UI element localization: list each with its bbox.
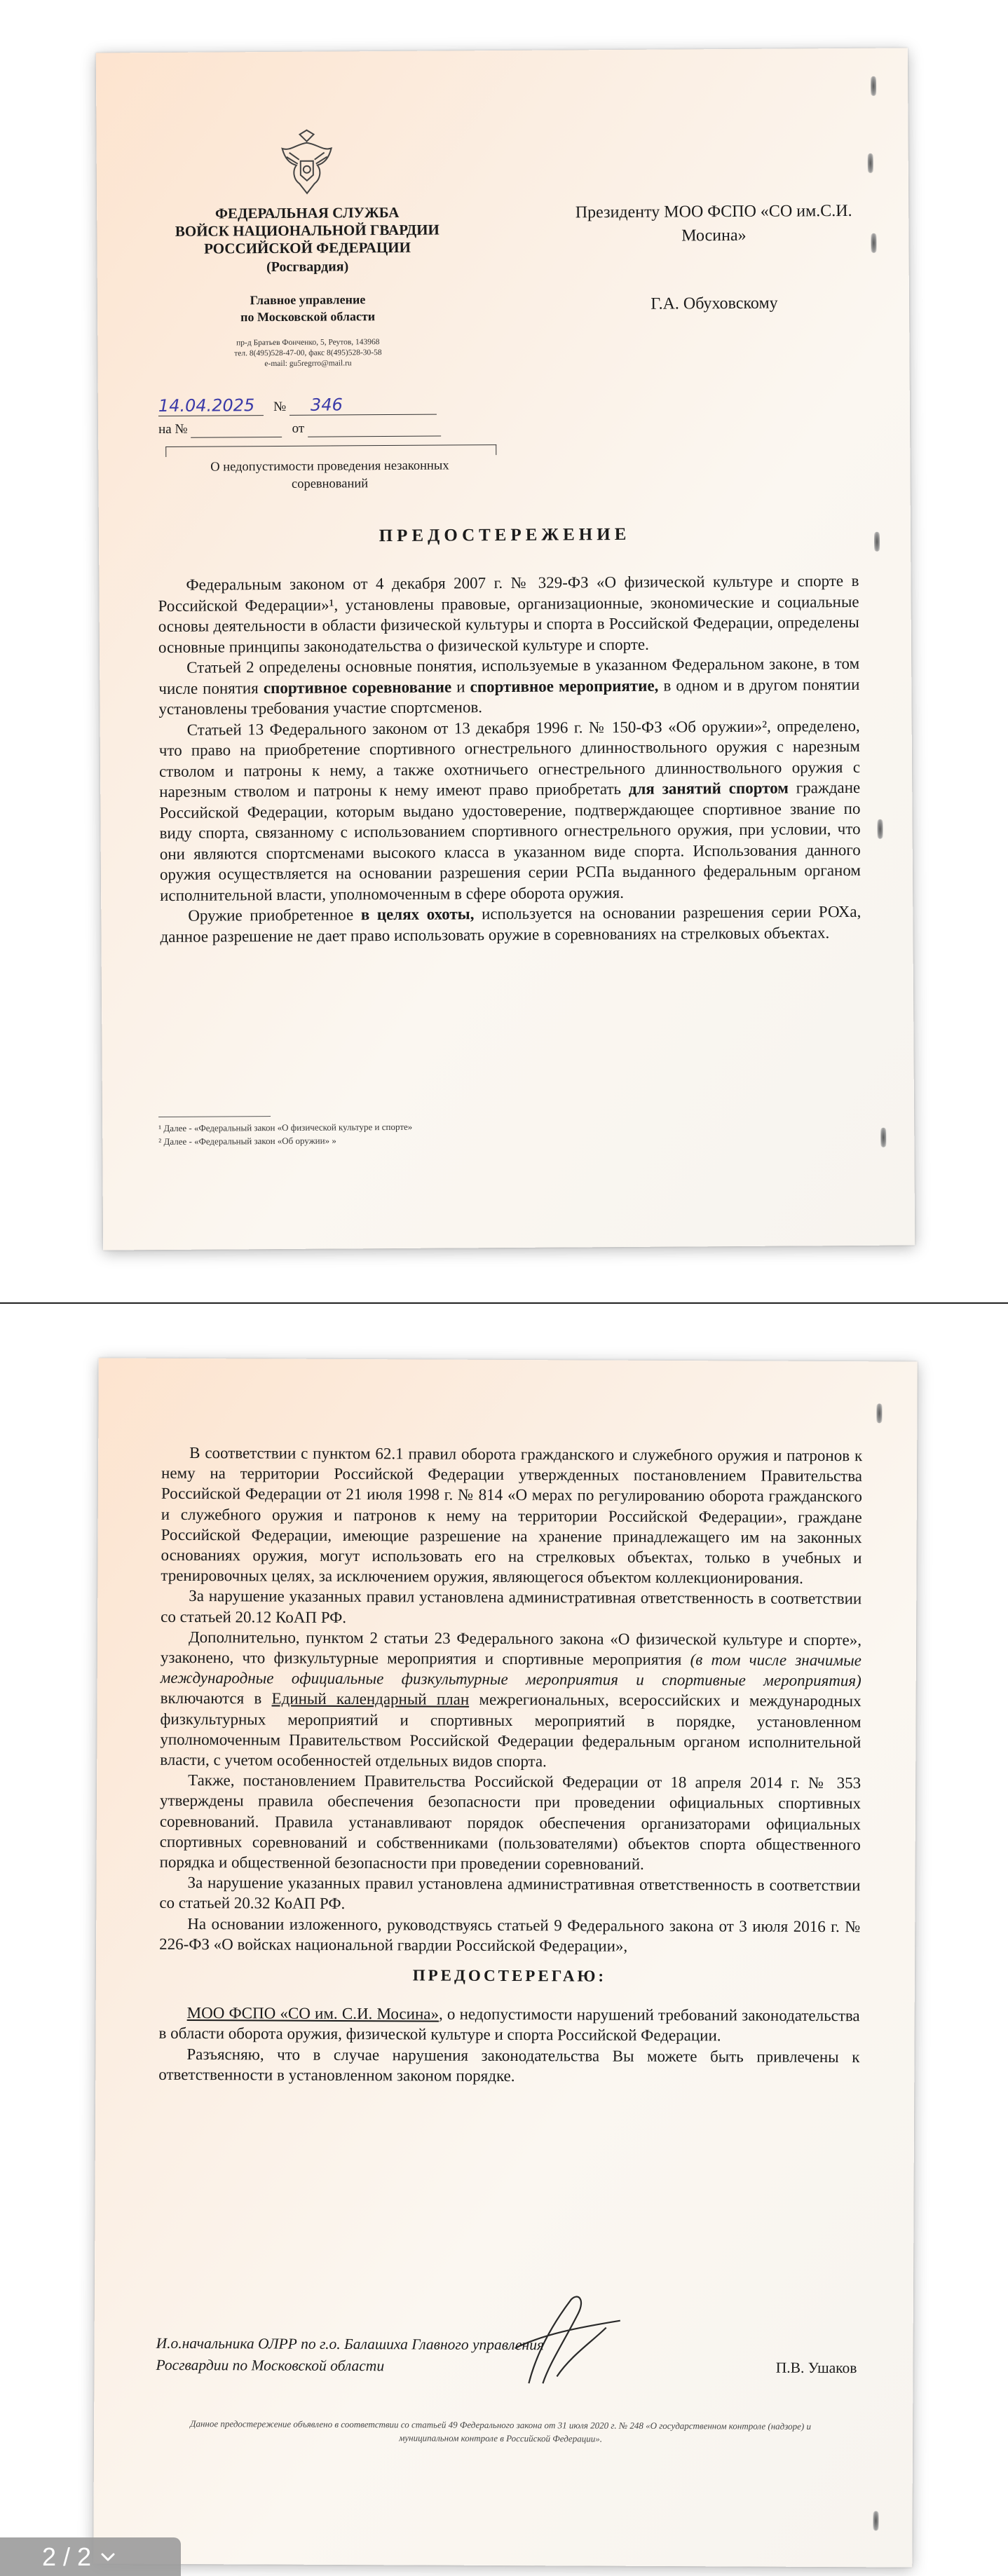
addressee-line: Президенту МОО ФСПО «СО им.С.И. Мосина» xyxy=(575,201,852,245)
document-page-1 xyxy=(96,48,915,1250)
handwritten-date: 14.04.2025 xyxy=(158,395,255,416)
footnotes xyxy=(158,1115,412,1148)
punch-hole-mark xyxy=(877,819,883,839)
registration-fields xyxy=(158,395,441,438)
text-run: граждане Российской Федерации, которым выдано удостоверение, подтверждающее спортивное звание по виду спорта, связанному с использованием спортивного огнестрельного оружия, при условии, что они являются спортсменами высокого класса в указанном виде спорта. Использования данного оружия осуществляется на основании разрешения серии РСПа выданного федеральным органом исполнительной власти, уполномоченным в сфере оборота оружия. xyxy=(159,778,861,904)
document-title: ПРЕДОСТЕРЕЖЕНИЕ xyxy=(379,524,631,546)
text-run: , о недопустимости нарушений требований законодательства в области оборота оружия, физической культуре и спорта Российской Федерации. xyxy=(158,2005,860,2045)
page-counter-button[interactable] xyxy=(0,2537,181,2576)
subject-bracket xyxy=(165,444,496,457)
document-body xyxy=(158,571,861,947)
italic-run: (в том числе значимые международные официальные физкультурные мероприятия и спортивные мероприятия) xyxy=(160,1651,861,1690)
text-run: межрегиональных, всероссийских и международных физкультурных мероприятий и спортивных мероприятий в порядке, установленном уполномоченным Правительством Российской Федерации федеральным органом исполнительной власти, с учетом особенностей отдельных видов спорта. xyxy=(160,1691,861,1771)
legal-note: Данное предостережение объявлено в соответствии со статьей 49 Федерального закона от 31 июля 2020 г. № 248 «О государственном контроле (надзоре) и муниципальном контроле в Российской Федерации». xyxy=(190,2418,812,2444)
from-label: от xyxy=(292,421,305,436)
text-run: Статьей 2 определены основные понятия, используемые в указанном Федеральном законе, в том числе понятия xyxy=(158,654,860,697)
org-name-line: ФЕДЕРАЛЬНАЯ СЛУЖБА xyxy=(214,203,400,222)
punch-hole-mark xyxy=(868,154,873,173)
handwritten-number: 346 xyxy=(310,395,343,415)
dept-name-line: по Московской области xyxy=(240,309,376,325)
bold-term: в целях охоты, xyxy=(360,905,475,924)
org-name-line: РОССИЙСКОЙ ФЕДЕРАЦИИ xyxy=(203,238,411,257)
ref-field xyxy=(191,421,282,438)
addressee-name: Г.А. Обуховскому xyxy=(651,294,778,313)
punch-hole-mark xyxy=(880,1128,886,1147)
body-paragraph: Также, постановлением Правительства Российской Федерации от 18 апреля 2014 г. № 353 утверждены правила обеспечения безопасности при проведении официальных спортивных соревнований. Правила устанавливают порядок обеспечения организаторами официальных спортивных соревнований и собственниками (пользователями) объектов спорта общественного порядка и общественной безопасности при проведении соревнований. xyxy=(159,1771,861,1873)
page-divider xyxy=(0,1302,1008,1304)
ref-label: на № xyxy=(158,421,188,437)
text-run: Оружие приобретенное xyxy=(188,906,361,925)
bold-term: спортивное соревнование xyxy=(263,677,452,697)
text-run: Дополнительно, пунктом 2 статьи 23 Федерального закона «О физической культуре и спорте», узаконено, что физкультурные мероприятия и спортивные мероприятия xyxy=(160,1628,862,1669)
underlined-org-name: МОО ФСПО «СО им. С.И. Мосина» xyxy=(186,2004,440,2023)
text-run: в одном и в другом понятии установлены требования участие спортсменов. xyxy=(158,675,860,718)
address-line: пр-д Братьев Фонченко, 5, Реутов, 143968 xyxy=(236,338,380,348)
document-page-2 xyxy=(93,1358,917,2567)
text-run: используется на основании разрешения серии РОХа, данное разрешение не дает право использовать оружие в соревнованиях на стрелковых объектах. xyxy=(160,902,861,946)
body-paragraph: За нарушение указанных правил установлена административная ответственность в соответствии со статьей 20.32 КоАП РФ. xyxy=(159,1874,861,1913)
org-short-name: (Росгвардия) xyxy=(266,259,349,275)
body-paragraph xyxy=(159,715,861,906)
text-run: Статьей 13 Федерального законом от 13 декабря 1996 г. № 150-ФЗ «Об оружии»², определено, что право на приобретение спортивного огнестрельного длинноствольного оружия с нарезным стволом и патроны к нему, а также охотничьего огнестрельного длинноствольного оружия с нарезным стволом и патроны к нему имеют право приобретать xyxy=(158,716,861,801)
body-paragraph: В соответствии с пунктом 62.1 правил оборота гражданского и служебного оружия и патронов к нему на территории Российской Федерации утвержденных постановлением Правительства Российской Федерации от 21 июля 1998 г. № 814 «О мерах по регулированию оборота гражданского и служебного оружия и патронов к нему на территории Российской Федерации», граждане Российской Федерации, имеющие разрешение на хранение принадлежащего им на законных основаниях оружия, могут использовать его на стрелковых объектах, только в учебных и тренировочных целях, за исключением оружия, являющегося объектом коллекционирования. xyxy=(161,1444,863,1588)
bold-term: спортивное мероприятие, xyxy=(470,676,659,695)
number-label: № xyxy=(273,399,287,415)
body-paragraph xyxy=(160,1627,861,1773)
punch-hole-mark xyxy=(871,233,876,253)
body-paragraph: Федеральным законом от 4 декабря 2007 г. № 329-ФЗ «О физической культуре и спорте в Российской Федерации»¹, установлены правовые, организационные, экономические и социальные основы деятельности в области физической культуры и спорта в Российской Федерации, определены основные принципы законодательства о физической культуре и спорте. xyxy=(158,571,859,656)
warn-title: ПРЕДОСТЕРЕГАЮ: xyxy=(412,1966,607,1985)
number-field xyxy=(290,395,437,416)
date-field xyxy=(158,395,264,416)
footnote-rule xyxy=(158,1116,271,1117)
sender-header xyxy=(145,128,469,370)
text-run: и xyxy=(451,677,470,695)
phone-line: тел. 8(495)528-47-00, факс 8(495)528-30-58 xyxy=(234,348,382,358)
signer-position: И.о.начальника ОЛРР по г.о. Балашиха Главного управления xyxy=(156,2334,545,2354)
footnote: ¹ Далее - «Федеральный закон «О физической культуре и спорте» xyxy=(158,1121,413,1134)
punch-hole-mark xyxy=(876,1403,882,1423)
email-line: e-mail: gu5regrro@mail.ru xyxy=(264,359,352,369)
underlined-term: Единый календарный план xyxy=(271,1689,470,1709)
signer-name: П.В. Ушаков xyxy=(775,2359,857,2377)
body-paragraph xyxy=(160,901,861,947)
punch-hole-mark xyxy=(873,2511,878,2530)
body-paragraph xyxy=(158,653,860,720)
body-paragraph: За нарушение указанных правил установлена административная ответственность в соответствии со статьей 20.12 КоАП РФ. xyxy=(161,1587,862,1626)
body-paragraph xyxy=(158,2003,859,2047)
subject-line: О недопустимости проведения незаконных соревнований xyxy=(210,458,449,491)
chevron-down-icon xyxy=(98,2547,118,2567)
footnote: ² Далее - «Федеральный закон «Об оружии» » xyxy=(158,1135,336,1147)
org-name-line: ВОЙСК НАЦИОНАЛЬНОЙ ГВАРДИИ xyxy=(175,221,440,240)
dept-name-line: Главное управление xyxy=(250,292,366,308)
body-paragraph: Разъясняю, что в случае нарушения законодательства Вы можете быть привлечены к ответственности в установленном законом порядке. xyxy=(158,2045,860,2085)
document-body xyxy=(158,1443,862,2087)
rosgvardia-emblem-icon xyxy=(275,128,339,199)
signature-block xyxy=(156,2333,857,2379)
bold-term: для занятий спортом xyxy=(628,779,789,798)
punch-hole-mark xyxy=(871,76,876,96)
page-counter-text: 2 / 2 xyxy=(42,2542,92,2571)
body-paragraph: На основании изложенного, руководствуясь статьей 9 Федерального закона от 3 июля 2016 г. № 226-ФЗ «О войсках национальной гвардии Российской Федерации», xyxy=(159,1914,861,1955)
text-run: включаются в xyxy=(160,1689,272,1708)
from-field xyxy=(308,421,441,437)
signer-position: Росгвардии по Московской области xyxy=(156,2356,385,2375)
